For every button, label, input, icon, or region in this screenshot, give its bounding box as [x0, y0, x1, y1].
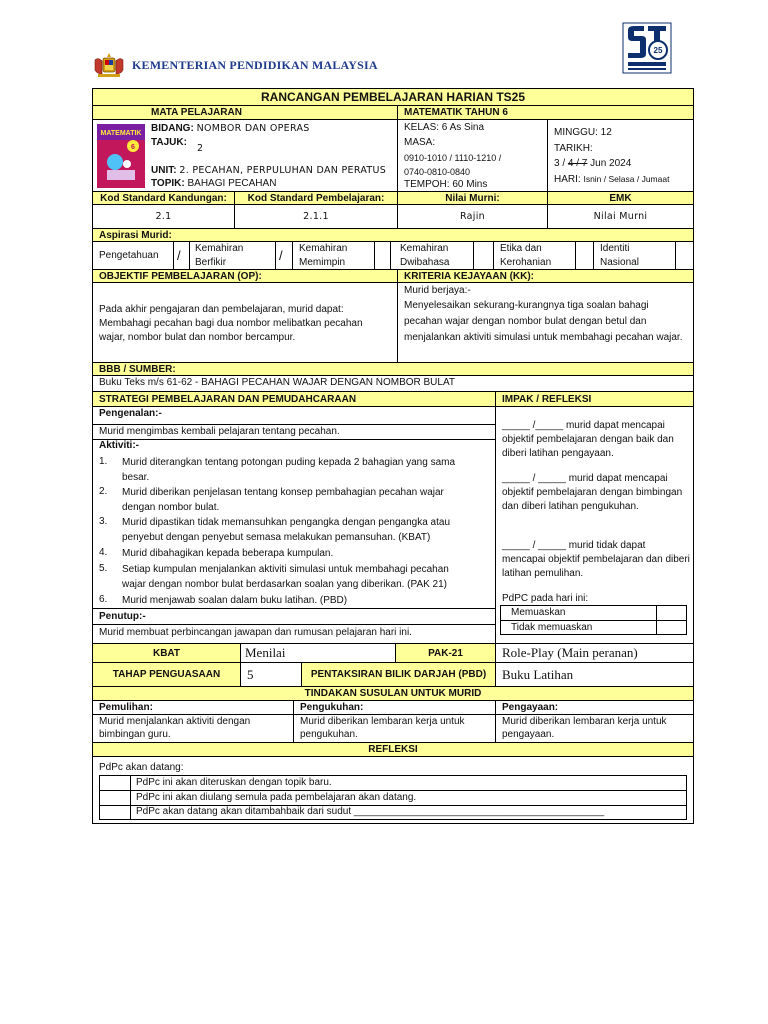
tahap-value: 5	[241, 663, 302, 687]
aspirasi-mark: /	[279, 248, 283, 263]
bbb-value: Buku Teks m/s 61-62 - BAHAGI PECAHAN WAJAR DENGAN NOMBOR BULAT	[93, 376, 693, 392]
pengayaan-text: Murid diberikan lembaran kerja untuk pengayaan.	[496, 715, 693, 743]
kbat-value: Menilai	[241, 643, 396, 663]
svg-text:MATEMATIK: MATEMATIK	[100, 130, 142, 137]
pdpc-option-tidak-memuaskan[interactable]: Tidak memuaskan	[511, 622, 593, 633]
pengenalan-text: Murid mengimbas kembali pelajaran tentang pecahan.	[99, 426, 340, 437]
impak-line-1: _____ /_____ murid dapat mencapai objektif pembelajaran dengan baik dan diberi latihan pengayaan.	[502, 420, 674, 459]
list-item: 2. Murid diberikan penjelasan tentang konsep pembahagian pecahan wajar dengan nombor bulat.	[99, 486, 444, 513]
aspirasi-item: Etika dan Kerohanian	[500, 243, 552, 268]
nilai-label: Nilai Murni:	[398, 192, 548, 205]
kbat-label: KBAT	[93, 643, 241, 663]
refleksi-label: REFLEKSI	[93, 743, 693, 757]
aktiviti-label: Aktiviti:-	[99, 440, 139, 451]
tajuk-label: TAJUK:	[151, 137, 187, 148]
masa-label: MASA:	[404, 137, 436, 148]
tempoh: TEMPOH: 60 Mins	[404, 179, 488, 190]
mata-pelajaran-value: MATEMATIK TAHUN 6	[398, 106, 693, 120]
list-item: 6. Murid menjawab soalan dalam buku latihan. (PBD)	[99, 594, 348, 606]
malaysia-crest-icon	[92, 52, 126, 80]
doc-title: RANCANGAN PEMBELAJARAN HARIAN TS25	[93, 89, 693, 106]
topik-value: BAHAGI PECAHAN	[187, 178, 277, 189]
pengukuhan-text: Murid diberikan lembaran kerja untuk pengukuhan.	[294, 715, 496, 743]
minggu: MINGGU: 12	[554, 127, 612, 138]
aspirasi-item: Identiti Nasional	[600, 243, 639, 268]
unit-label: UNIT:	[151, 165, 177, 176]
pemulihan-text: Murid menjalankan aktiviti dengan bimbingan guru.	[93, 715, 294, 743]
list-item: 5. Setiap kumpulan menjalankan aktiviti simulasi untuk membahagi pecahan wajar dengan nombor bulat berdasarkan soalan yang diberikan. (PAK 21)	[99, 563, 449, 590]
bidang-value: NOMBOR DAN OPERAS	[196, 123, 310, 134]
ksk-value: 2.1	[93, 205, 235, 229]
unit-value: 2. PECAHAN, PERPULUHAN DAN PERATUS	[179, 165, 387, 176]
pdpc-option-memuaskan[interactable]: Memuaskan	[511, 607, 566, 618]
impak-line-2: _____ / _____ murid dapat mencapai objektif pembelajaran dengan bimbingan dan diberi latihan pengukuhan.	[502, 473, 683, 512]
ksp-value: 2.1.1	[235, 205, 398, 229]
pdpc-akan-options	[99, 775, 687, 820]
impak-label: IMPAK / REFLEKSI	[496, 392, 693, 407]
op-text: Pada akhir pengajaran dan pembelajaran, murid dapat: Membahagi pecahan bagi dua nombor melibatkan pecahan wajar, nombor bulat dan nombor bercampur.	[99, 304, 363, 343]
pak-label: PAK-21	[396, 643, 496, 663]
pdpc-akan-label: PdPc akan datang:	[99, 762, 184, 773]
bidang-label: BIDANG:	[151, 123, 194, 134]
svg-text:25: 25	[653, 46, 663, 55]
list-item: 4. Murid dibahagikan kepada beberapa kumpulan.	[99, 547, 334, 559]
aspirasi-item: Kemahiran Memimpin	[299, 243, 348, 268]
tarikh-struck: 4 / 7	[567, 158, 588, 169]
impak-cell	[496, 407, 693, 643]
pdpc-options	[500, 605, 687, 635]
tarikh-month: Jun 2024	[587, 158, 632, 169]
subject-details	[93, 120, 398, 192]
topik-label: TOPIK:	[151, 178, 185, 189]
aspirasi-item: Pengetahuan	[99, 250, 159, 261]
hari-value: Isnin / Selasa / Jumaat	[583, 174, 670, 184]
tarikh-cell	[548, 120, 693, 192]
pengukuhan-label: Pengukuhan:	[294, 701, 496, 715]
ministry-name: KEMENTERIAN PENDIDIKAN MALAYSIA	[132, 58, 378, 72]
strategi-label: STRATEGI PEMBELAJARAN DAN PEMUDAHCARAAN	[93, 392, 496, 407]
impak-line-3: _____ / _____ murid tidak dapat mencapai objektif pembelajaran dan diberi latihan pemulihan.	[502, 540, 690, 579]
tajuk-value: 2	[197, 143, 204, 154]
svg-text:6: 6	[131, 144, 135, 151]
penutup-label: Penutup:-	[99, 611, 146, 622]
akan-option-2[interactable]: PdPc ini akan diulang semula pada pembelajaran akan datang.	[136, 792, 417, 803]
ksk-label: Kod Standard Kandungan:	[93, 192, 235, 205]
tarikh-day: 3 /	[554, 158, 568, 169]
list-item: 1. Murid diterangkan tentang potongan puding kepada 2 bahagian yang sama besar.	[99, 456, 456, 483]
tindakan-label: TINDAKAN SUSULAN UNTUK MURID	[93, 687, 693, 701]
op-label: OBJEKTIF PEMBELAJARAN (OP):	[93, 270, 398, 283]
lesson-plan-table	[92, 88, 694, 824]
akan-option-1[interactable]: PdPc ini akan diteruskan dengan topik baru.	[136, 777, 332, 788]
tahap-label: TAHAP PENGUASAAN	[93, 663, 241, 687]
masa-line2: 0740-0810-0840	[404, 167, 471, 177]
list-item: 3. Murid dipastikan tidak memansuhkan pengangka dengan pengangka atau penyebut dengan penyebut semasa melakukan pemansuhan. (KBAT)	[99, 516, 451, 543]
pdpc-label: PdPC pada hari ini:	[502, 593, 589, 604]
ts25-logo-icon	[622, 22, 672, 74]
akan-option-3[interactable]: PdPc akan datang akan ditambahbaik dari sudut _____________________________________________	[136, 806, 605, 817]
penutup-text: Murid membuat perbincangan jawapan dan rumusan pelajaran hari ini.	[99, 627, 412, 638]
tarikh-label: TARIKH:	[554, 143, 593, 154]
aspirasi-item: Kemahiran Dwibahasa	[400, 243, 450, 268]
op-cell	[93, 283, 398, 363]
pak-value: Role-Play (Main peranan)	[496, 643, 693, 663]
pbd-value: Buku Latihan	[496, 663, 693, 687]
pengayaan-label: Pengayaan:	[496, 701, 693, 715]
emk-value: Nilai Murni	[548, 205, 693, 229]
nilai-value: Rajin	[398, 205, 548, 229]
kk-intro: Murid berjaya:-	[404, 285, 471, 296]
aspirasi-row	[93, 242, 693, 270]
pbd-label: PENTAKSIRAN BILIK DARJAH (PBD)	[302, 663, 496, 687]
ksp-label: Kod Standard Pembelajaran:	[235, 192, 398, 205]
textbook-cover-icon	[97, 124, 145, 188]
mata-pelajaran-label: MATA PELAJARAN	[93, 106, 398, 120]
kelas-masa-cell	[398, 120, 548, 192]
pengenalan-label: Pengenalan:-	[99, 408, 162, 419]
aspirasi-item: Kemahiran Berfikir	[195, 243, 244, 268]
hari-label: HARI:	[554, 174, 581, 185]
kk-cell	[398, 283, 693, 363]
pemulihan-label: Pemulihan:	[93, 701, 294, 715]
kelas: KELAS: 6 As Sina	[404, 122, 485, 133]
emk-label: EMK	[548, 192, 693, 205]
aspirasi-mark: /	[177, 248, 181, 263]
bbb-label: BBB / SUMBER:	[93, 363, 693, 376]
page-header	[92, 48, 692, 84]
kk-text: Menyelesaikan sekurang-kurangnya tiga soalan bahagi pecahan wajar dengan nombor bulat dengan betul dan menjalankan aktiviti simulasi untuk membahagi pecahan wajar.	[404, 300, 683, 343]
aspirasi-label: Aspirasi Murid:	[93, 229, 693, 242]
masa-line1: 0910-1010 / 1110-1210 /	[404, 153, 502, 163]
kk-label: KRITERIA KEJAYAAN (KK):	[398, 270, 693, 283]
